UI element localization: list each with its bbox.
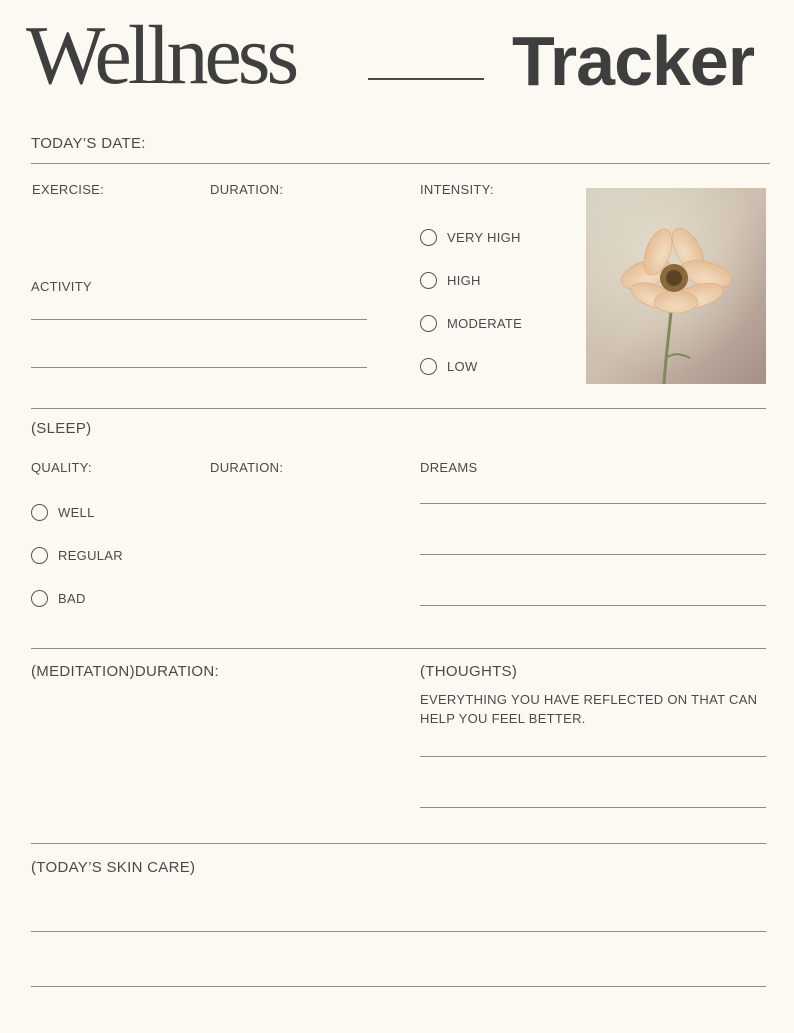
flower-photo: [586, 188, 766, 384]
intensity-option-very-high[interactable]: [420, 229, 521, 246]
exercise-label: EXERCISE:: [32, 182, 105, 197]
activity-label: ACTIVITY: [31, 279, 92, 294]
meditation-duration-label: (MEDITATION)DURATION:: [31, 663, 219, 680]
section-divider-meditation: [31, 843, 766, 844]
title-wellness: Wellness: [26, 9, 296, 102]
activity-line-2[interactable]: [31, 367, 367, 368]
radio-circle-icon[interactable]: [420, 229, 437, 246]
intensity-label: INTENSITY:: [420, 182, 494, 197]
intensity-option-label: HIGH: [447, 273, 481, 288]
sleep-section-label: (SLEEP): [31, 420, 92, 437]
thoughts-line-2[interactable]: [420, 807, 766, 808]
sleep-quality-label: QUALITY:: [31, 460, 92, 475]
thoughts-line-1[interactable]: [420, 756, 766, 757]
intensity-option-label: VERY HIGH: [447, 230, 521, 245]
thoughts-label: (THOUGHTS): [420, 663, 518, 680]
sleep-quality-option-label: WELL: [58, 505, 95, 520]
intensity-option-moderate[interactable]: [420, 315, 522, 332]
dreams-line-3[interactable]: [420, 605, 766, 606]
intensity-option-low[interactable]: [420, 358, 478, 375]
radio-circle-icon[interactable]: [420, 315, 437, 332]
skin-care-label: (TODAY’S SKIN CARE): [31, 859, 196, 876]
todays-date-label: TODAY’S DATE:: [31, 135, 146, 152]
sleep-quality-option-bad[interactable]: [31, 590, 86, 607]
thoughts-description: EVERYTHING YOU HAVE REFLECTED ON THAT CAN HELP YOU FEEL BETTER.: [420, 692, 758, 726]
title-tracker: Tracker: [512, 22, 755, 100]
radio-circle-icon[interactable]: [31, 590, 48, 607]
activity-line-1[interactable]: [31, 319, 367, 320]
intensity-option-label: LOW: [447, 359, 478, 374]
title-divider: [368, 78, 484, 80]
radio-circle-icon[interactable]: [31, 547, 48, 564]
skin-care-line-2[interactable]: [31, 986, 766, 987]
section-divider-exercise: [31, 408, 766, 409]
radio-circle-icon[interactable]: [31, 504, 48, 521]
date-line[interactable]: [31, 163, 770, 164]
sleep-quality-option-label: REGULAR: [58, 548, 123, 563]
sleep-quality-option-regular[interactable]: [31, 547, 123, 564]
dreams-label: DREAMS: [420, 460, 478, 475]
sleep-duration-label: DURATION:: [210, 460, 284, 475]
radio-circle-icon[interactable]: [420, 358, 437, 375]
section-divider-sleep: [31, 648, 766, 649]
dreams-line-1[interactable]: [420, 503, 766, 504]
radio-circle-icon[interactable]: [420, 272, 437, 289]
flower-image: [586, 188, 766, 384]
sleep-quality-option-well[interactable]: [31, 504, 95, 521]
dreams-line-2[interactable]: [420, 554, 766, 555]
skin-care-line-1[interactable]: [31, 931, 766, 932]
intensity-option-high[interactable]: [420, 272, 481, 289]
intensity-option-label: MODERATE: [447, 316, 523, 331]
exercise-duration-label: DURATION:: [210, 182, 284, 197]
sleep-quality-option-label: BAD: [58, 591, 86, 606]
